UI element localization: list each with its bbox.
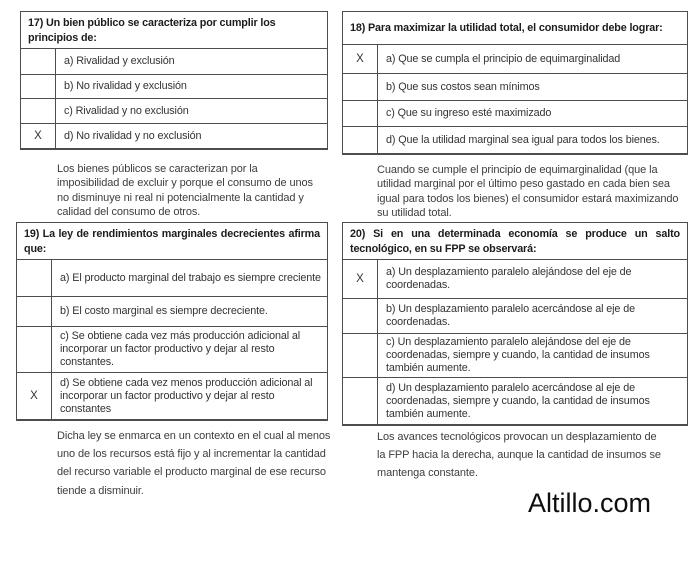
answer-marker-cell (343, 299, 378, 333)
option-row (343, 45, 687, 74)
explanation-text: Cuando se cumple el principio de equimarginalidad (que la utilidad marginal por el último peso gastado en cada bien sea igual para todos los bienes) el consumidor estará maximizando su utilidad total. (377, 164, 679, 219)
option-row (17, 297, 327, 327)
option-label: b) No rivalidad y exclusión (64, 80, 187, 92)
option-row (21, 75, 327, 99)
explanation-text: Los bienes públicos se caracterizan por la imposibilidad de excluir y porque el consumo de unos no disminuye ni real ni potencialmente la cantidad y calidad del consumo de otros. (57, 163, 313, 218)
option-row (17, 327, 327, 373)
option-label: a) Rivalidad y exclusión (64, 55, 175, 67)
option-label: d) Que la utilidad marginal sea igual para todos los bienes. (386, 133, 660, 146)
option-row (343, 127, 687, 153)
answer-marker-cell (21, 124, 56, 148)
question-table-18 (342, 11, 688, 155)
answer-marker-cell (17, 297, 52, 326)
explanation-text: Los avances tecnológicos provocan un desplazamiento de la FPP hacia la derecha, aunque la cantidad de insumos se mantenga constante. (377, 431, 661, 480)
answer-marker-cell (343, 45, 378, 73)
answer-marker-cell (343, 334, 378, 377)
option-label: d) Se obtiene cada vez menos producción adicional al incorporar un factor productivo y dejar al resto constantes (60, 376, 313, 415)
answer-marker: X (34, 130, 42, 142)
option-row (17, 373, 327, 419)
option-label: a) Que se cumpla el principio de equimarginalidad (386, 52, 621, 65)
option-row (343, 299, 687, 334)
option-row (343, 101, 687, 127)
answer-marker-cell (21, 99, 56, 123)
option-label: b) Un desplazamiento paralelo acercándose al eje de coordenadas. (386, 303, 635, 328)
answer-marker-cell (343, 127, 378, 153)
option-row (21, 49, 327, 75)
option-label: b) El costo marginal es siempre decreciente. (60, 305, 268, 317)
answer-marker: X (356, 53, 364, 65)
option-row (343, 334, 687, 378)
option-label: d) Un desplazamiento paralelo acercándose al eje de coordenadas, siempre y cuando, la cantidad de insumos también aumente. (386, 381, 650, 420)
question-table-19 (16, 222, 328, 421)
option-label: c) Rivalidad y no exclusión (64, 104, 189, 117)
option-label: c) Que su ingreso esté maximizado (386, 107, 552, 119)
answer-marker-cell (343, 378, 378, 424)
answer-marker-cell (21, 49, 56, 74)
question-table-20 (342, 222, 688, 426)
answer-marker-cell (343, 260, 378, 298)
question-header: 18) Para maximizar la utilidad total, el consumidor debe lograr: (343, 12, 687, 45)
option-row (343, 74, 687, 101)
answer-marker-cell (17, 260, 52, 296)
option-label: a) El producto marginal del trabajo es siempre creciente (60, 271, 321, 284)
question-header: 20) Si en una determinada economía se produce un salto tecnológico, en su FPP se observará: (343, 223, 687, 260)
option-label: d) No rivalidad y no exclusión (64, 129, 202, 142)
answer-marker: X (30, 390, 38, 402)
answer-marker-cell (343, 101, 378, 126)
answer-marker: X (356, 273, 364, 285)
answer-marker-cell (17, 373, 52, 419)
answer-marker-cell (343, 74, 378, 100)
question-table-17 (20, 11, 328, 150)
option-label: a) Un desplazamiento paralelo alejándose del eje de coordenadas. (386, 266, 632, 291)
option-row (343, 378, 687, 424)
explanation-text: Dicha ley se enmarca en un contexto en el cual al menos uno de los recursos está fijo y al incrementar la cantidad del recurso variable el producto marginal de ese recurso tiende a disminuir. (57, 430, 331, 497)
option-row (17, 260, 327, 297)
option-label: c) Un desplazamiento paralelo alejándose del eje de coordenadas, siempre y cuando, la cantidad de insumos también aumente. (386, 336, 650, 374)
option-row (21, 99, 327, 124)
answer-marker-cell (21, 75, 56, 98)
question-header: 17) Un bien público se caracteriza por cumplir los principios de: (21, 12, 327, 49)
option-label: c) Se obtiene cada vez más producción adicional al incorporar un factor productivo y dejar al resto constantes. (60, 330, 301, 368)
option-row (343, 260, 687, 299)
watermark: Altillo.com (528, 488, 652, 518)
option-row (21, 124, 327, 148)
option-label: b) Que sus costos sean mínimos (386, 80, 540, 93)
answer-marker-cell (17, 327, 52, 372)
question-header: 19) La ley de rendimientos marginales decrecientes afirma que: (17, 223, 327, 260)
